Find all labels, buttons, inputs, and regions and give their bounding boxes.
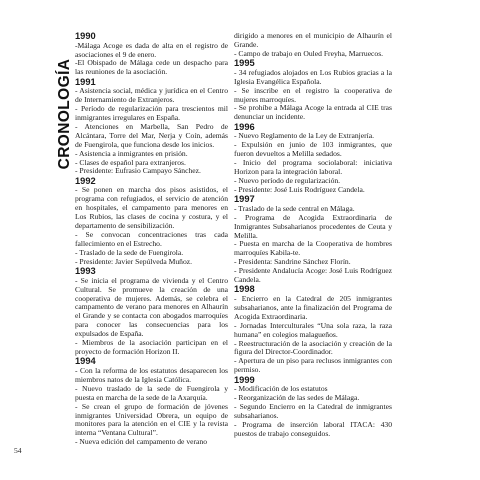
year-heading: 1997 bbox=[234, 194, 255, 205]
timeline-entry: - Atenciones en Marbella, San Pedro de Alcántara, Torre del Mar, Nerja y Coín, además de Fuengirola, que funciona desde los inicios. bbox=[75, 121, 228, 149]
timeline-entry: - Segundo Encierro en la Catedral de inmigrantes subsaharianos. bbox=[234, 402, 392, 420]
timeline-entry: - Presidente: Eufrasio Campayo Sánchez. bbox=[75, 166, 201, 176]
timeline-entry: dirigido a menores en el municipio de Alhaurín el Grande. bbox=[234, 31, 392, 49]
timeline-entry: -Málaga Acoge es dada de alta en el registro de asociaciones el 9 de enero. bbox=[75, 40, 228, 59]
timeline-column-left bbox=[75, 32, 228, 447]
timeline-entry: - Se prohíbe a Málaga Acoge la entrada al CIE tras denunciar un incidente. bbox=[234, 103, 392, 122]
timeline-entry: - Reestructuración de la asociación y creación de la figura del Director-Coordinador. bbox=[234, 338, 392, 357]
timeline-entry: - Se convocan concentraciones tras cada fallecimiento en el Estrecho. bbox=[75, 230, 228, 248]
timeline-entry: - Puesta en marcha de la Cooperativa de hombres marroquíes Kabila-te. bbox=[234, 239, 392, 258]
timeline-entry: - Nuevo traslado de la sede de Fuengirola y puesta en marcha de la sede de la Axarquía. bbox=[75, 383, 228, 402]
timeline-entry: - Asistencia a inmigrantes en prisión. bbox=[75, 148, 188, 158]
timeline-entry: - 34 refugiados alojados en Los Rubios gracias a la Iglesia Evangélica Española. bbox=[234, 67, 392, 86]
timeline-entry: - Presidente: Javier Sepúlveda Muñoz. bbox=[75, 256, 193, 266]
timeline-entry: - Apertura de un piso para reclusos inmigrantes con permiso. bbox=[234, 356, 392, 375]
year-heading: 1994 bbox=[75, 356, 96, 367]
timeline-entry: - Clases de español para extranjeros. bbox=[75, 157, 186, 167]
timeline-entry: - Expulsión en junio de 103 inmigrantes, que fueron devueltos a Melilla sedados. bbox=[234, 140, 392, 159]
timeline-entry: - Inicio del programa sociolaboral: iniciativa Horizon para la integración laboral. bbox=[234, 158, 392, 176]
timeline-entry: -El Obispado de Málaga cede un despacho para las reuniones de la asociación. bbox=[75, 58, 228, 77]
timeline-entry: - Traslado de la sede de Fuengirola. bbox=[75, 247, 184, 257]
page-number: 54 bbox=[14, 446, 22, 455]
timeline-entry: - Traslado de la sede central en Málaga. bbox=[234, 203, 355, 213]
timeline-entry: - Programa de Acogida Extraordinaria de Inmigrantes Subsaharianos procedentes de Ceuta y Melilla. bbox=[234, 212, 392, 240]
timeline-entry: - Presidenta: Sandrine Sánchez Florín. bbox=[234, 257, 351, 267]
year-heading: 1995 bbox=[234, 58, 255, 69]
year-heading: 1990 bbox=[75, 31, 96, 41]
timeline-entry: - Nueva edición del campamento de verano bbox=[75, 437, 207, 447]
year-heading: 1998 bbox=[234, 284, 255, 295]
timeline-entry: - Jornadas Interculturales “Una sola raza, la raza humana” en colegios malagueños. bbox=[234, 320, 392, 339]
timeline-entry: - Presidente Andalucía Acoge: José Luis Rodríguez Candela. bbox=[234, 266, 392, 285]
timeline-entry: - Nuevo período de regularización. bbox=[234, 175, 341, 185]
year-heading: 1996 bbox=[234, 121, 255, 132]
timeline-entry: - Presidente: José Luis Rodríguez Candela. bbox=[234, 184, 365, 194]
timeline-entry: - Se ponen en marcha dos pisos asistidos, el programa con refugiados, el servicio de atención en hospitales, el campamento para menores en Los Rubios, las clases de cocina y costura, y el departamento de sensibilización. bbox=[75, 185, 228, 231]
year-heading: 1992 bbox=[75, 175, 96, 186]
timeline-entry: - Reorganización de las sedes de Málaga. bbox=[234, 393, 360, 403]
timeline-column-right bbox=[234, 32, 392, 439]
year-heading: 1999 bbox=[234, 374, 255, 385]
timeline-entry: - Miembros de la asociación participan en el proyecto de formación Horizon II. bbox=[75, 338, 228, 356]
year-heading: 1991 bbox=[75, 76, 96, 87]
timeline-entry: - Período de regularización para trescientos mil inmigrantes irregulares en España. bbox=[75, 104, 228, 123]
timeline-entry: - Programa de inserción laboral ITACA: 430 puestos de trabajo conseguidos. bbox=[234, 419, 392, 438]
year-heading: 1993 bbox=[75, 266, 96, 277]
timeline-entry: - Encierro en la Catedral de 205 inmigrantes subsaharianos, ante la finalización del Programa de Acogida Extraordinaria. bbox=[234, 294, 392, 321]
timeline-entry: - Se crean el grupo de formación de jóvenes inmigrantes Universidad Obrera, un equipo de monitores para la atención en el CIE y la revista interna “Ventana Cultural”. bbox=[75, 401, 228, 438]
timeline-entry: - Se inscribe en el registro la cooperativa de mujeres marroquíes. bbox=[234, 85, 392, 104]
timeline-entry: - Modificación de los estatutos bbox=[234, 384, 328, 394]
timeline-entry: - Con la reforma de los estatutos desaparecen los miembros natos de la Iglesia Católica. bbox=[75, 365, 228, 384]
timeline-entry: - Asistencia social, médica y jurídica en el Centro de Internamiento de Extranjeros. bbox=[75, 86, 228, 105]
timeline-entry: - Campo de trabajo en Ouled Freyha, Marruecos. bbox=[234, 48, 384, 58]
timeline-entry: - Se inicia el programa de vivienda y el Centro Cultural. Se promueve la creación de una cooperativa de mujeres. Además, se celebra el campamento de verano para menores en Alhaurín el Grande y se contacta con abogados marroquíes para conocer las consecuencias para los expulsados de España. bbox=[75, 275, 228, 339]
section-title-text: CRONOLOGÍA bbox=[56, 58, 73, 170]
timeline-entry: - Nuevo Reglamento de la Ley de Extranjería. bbox=[234, 131, 375, 141]
